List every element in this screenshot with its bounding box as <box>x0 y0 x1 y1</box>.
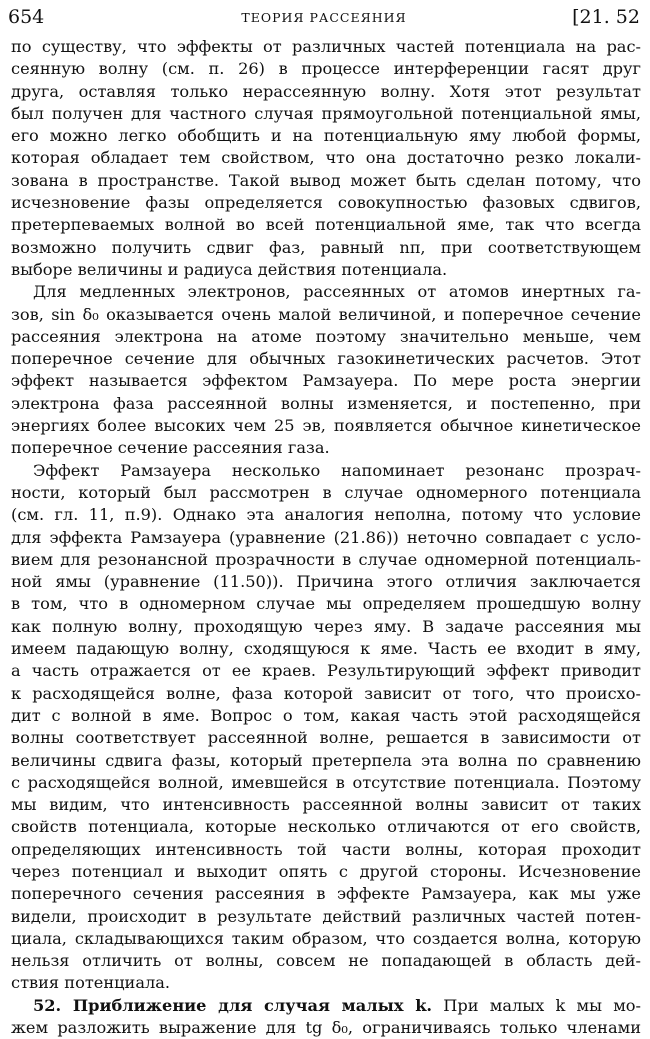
text-line: нельзя отличить от волны, совсем не попадающей в область дей- <box>11 951 641 971</box>
text-line: а часть отражается от ее краев. Результирующий эффект приводит <box>11 661 641 681</box>
text-line: возможно получить сдвиг фаз, равный nπ, при соответствующем <box>11 237 641 257</box>
text-line: ствия потенциала. <box>11 973 171 993</box>
text-line: эффект называется эффектом Рамзауера. По мере роста энергии <box>11 371 641 391</box>
text-line: претерпеваемых волной во всей потенциальной яме, так что всегда <box>11 215 641 235</box>
text-line: видели, происходит в результате действий различных частей потен- <box>11 906 641 926</box>
text-line: дит с волной в яме. Вопрос о том, какая часть этой расходящейся <box>11 705 641 725</box>
running-title: ТЕОРИЯ РАССЕЯНИЯ <box>241 10 407 25</box>
text-line: жем разложить выражение для tg δ₀, ограничиваясь только членами <box>11 1018 641 1038</box>
section-text-start: При малых k мы мо- <box>443 995 641 1015</box>
text-line: поперечного сечения рассеяния в эффекте Рамзауера, как мы уже <box>11 884 641 904</box>
paragraphs <box>11 36 641 995</box>
text-line: Для медленных электронов, рассеянных от атомов инертных га- <box>33 282 641 302</box>
text-line: волны соответствует рассеянной волне, решается в зависимости от <box>11 728 641 748</box>
text-line: (см. гл. 11, п.9). Однако эта аналогия неполна, потому что условие <box>11 505 641 525</box>
section-heading: 52. Приближение для случая малых k. <box>33 995 433 1015</box>
text-line: величины сдвига фазы, который претерпела эта волна по сравнению <box>11 750 641 770</box>
text-line: которая обладает тем свойством, что она достаточно резко локали- <box>11 148 641 168</box>
text-line: с расходящейся волной, имевшейся в отсутствие потенциала. Поэтому <box>11 772 641 792</box>
text-line: друга, оставляя только нерассеянную волну. Хотя этот результат <box>11 81 641 101</box>
text-line: циала, складывающихся таким образом, что создается волна, которую <box>11 928 641 948</box>
text-line: вием для резонансной прозрачности в случае одномерной потенциаль- <box>11 549 641 569</box>
text-line: рассеяния электрона на атоме поэтому значительно меньше, чем <box>11 326 641 346</box>
text-line: по существу, что эффекты от различных частей потенциала на рас- <box>11 37 641 56</box>
text-line: для эффекта Рамзауера (уравнение (21.86)) неточно совпадает с усло- <box>11 527 641 547</box>
body-text <box>11 36 641 1039</box>
text-line: зов, sin δ₀ оказывается очень малой величиной, и поперечное сечение <box>11 304 641 324</box>
section-52 <box>11 995 641 1039</box>
text-line: электрона фаза рассеянной волны изменяется, и постепенно, при <box>11 393 641 413</box>
running-head <box>8 6 640 30</box>
text-line: Эффект Рамзауера несколько напоминает резонанс прозрач- <box>33 460 641 480</box>
text-line: выборе величины и радиуса действия потенциала. <box>11 259 448 279</box>
text-line: энергиях более высоких чем 25 эв, появляется обычное кинетическое <box>11 416 641 436</box>
text-line: зована в пространстве. Такой вывод может быть сделан потому, что <box>11 170 641 190</box>
text-line: к расходящейся волне, фаза которой зависит от того, что происхо- <box>11 683 641 703</box>
paragraph <box>11 36 641 281</box>
section-reference: [21. 52 <box>572 6 640 28</box>
text-line: мы видим, что интенсивность рассеянной волны зависит от таких <box>11 795 641 815</box>
text-line: его можно легко обобщить и на потенциальную яму любой формы, <box>11 126 641 146</box>
text-line: через потенциал и выходит опять с другой стороны. Исчезновение <box>11 861 641 881</box>
text-line: исчезновение фазы определяется совокупностью фазовых сдвигов, <box>11 193 641 213</box>
text-line: как полную волну, проходящую через яму. В задаче рассеяния мы <box>11 616 641 636</box>
text-line: свойств потенциала, которые несколько отличаются от его свойств, <box>11 817 641 837</box>
text-line: в том, что в одномерном случае мы определяем прошедшую волну <box>11 594 641 614</box>
text-line: определяющих интенсивность той части волны, которая проходит <box>11 839 641 859</box>
text-line: ной ямы (уравнение (11.50)). Причина этого отличия заключается <box>11 572 641 592</box>
section-heading-line <box>11 995 641 1017</box>
paragraph <box>11 281 641 459</box>
paragraph <box>11 460 641 995</box>
text-line: поперечное сечение для обычных газокинетических расчетов. Этот <box>11 349 641 369</box>
text-line: сеянную волну (см. п. 26) в процессе интерференции гасят друг <box>11 59 641 79</box>
text-line: поперечное сечение рассеяния газа. <box>11 438 330 458</box>
page-number: 654 <box>8 6 45 28</box>
text-line: имеем падающую волну, сходящуюся к яме. Часть ее входит в яму, <box>11 639 641 659</box>
text-line: ности, который был рассмотрен в случае одномерного потенциала <box>11 482 641 502</box>
text-line: был получен для частного случая прямоугольной потенциальной ямы, <box>11 103 641 123</box>
